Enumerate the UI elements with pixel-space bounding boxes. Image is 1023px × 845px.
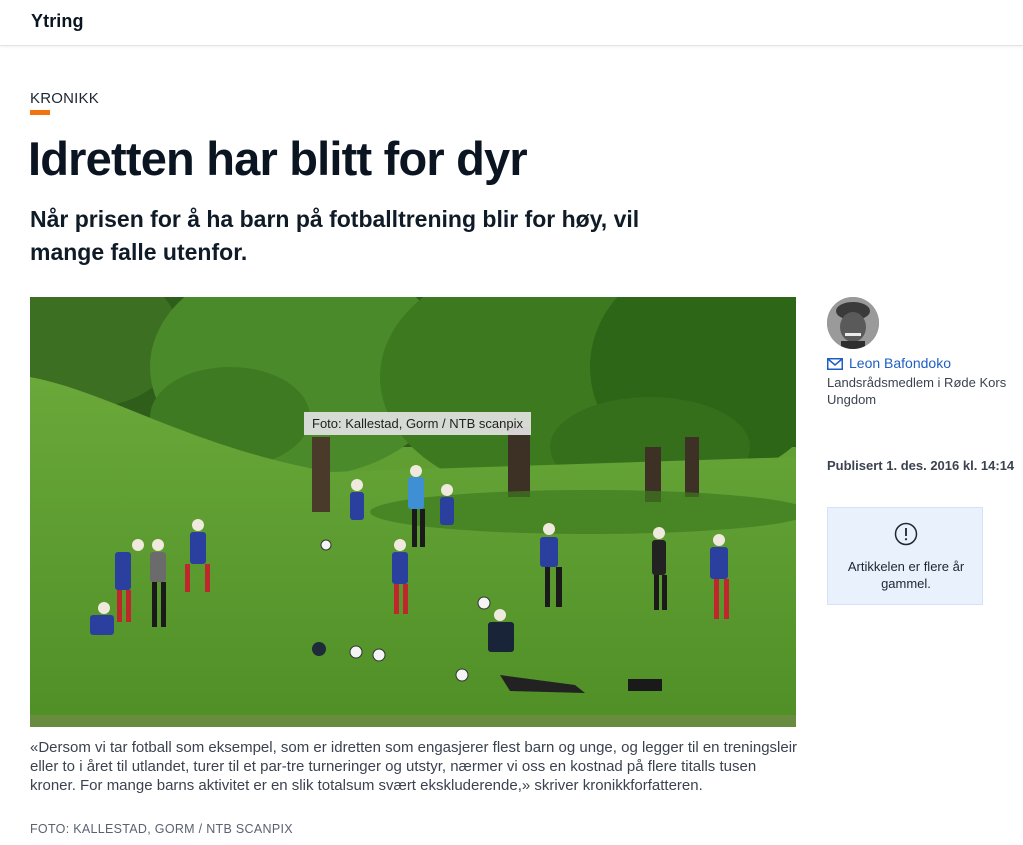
article-title: Idretten har blitt for dyr	[28, 132, 527, 185]
published-date: Publisert 1. des. 2016 kl. 14:14	[827, 458, 1015, 473]
age-notice-text: Artikkelen er flere år gammel.	[847, 559, 965, 591]
author-email-link[interactable]	[827, 355, 951, 371]
age-notice-box	[827, 507, 983, 605]
exclamation-circle-icon	[894, 522, 918, 546]
top-bar	[0, 0, 1023, 46]
photo-credit: FOTO: KALLESTAD, GORM / NTB SCANPIX	[30, 822, 293, 836]
photo-credit-tooltip: Foto: Kallestad, Gorm / NTB scanpix	[304, 412, 531, 435]
article-photo[interactable]	[30, 297, 796, 727]
photo-caption: «Dersom vi tar fotball som eksempel, som er idretten som engasjerer flest barn og unge, og legger til en treningsleir eller to i året til utlandet, turer til et par-tre turneringer og utstyr, nærmer vi oss en kostnad på flere titalls tusen kroner. For mange barns aktivitet er en slik totalsum svært ekskluderende,» skriver kronikkforfatteren.	[30, 739, 798, 794]
football-field-illustration	[30, 297, 796, 727]
site-logo-link[interactable]: Ytring	[31, 11, 84, 31]
author-role: Landsrådsmedlem i Røde Kors Ungdom	[827, 375, 1007, 407]
author-name: Leon Bafondoko	[849, 355, 951, 371]
author-avatar	[827, 297, 879, 349]
mail-icon	[827, 357, 843, 369]
article-kicker: KRONIKK	[30, 90, 99, 107]
article-lead: Når prisen for å ha barn på fotballtrening blir for høy, vil mange falle utenfor.	[30, 206, 640, 265]
kicker-accent-bar	[30, 110, 50, 115]
